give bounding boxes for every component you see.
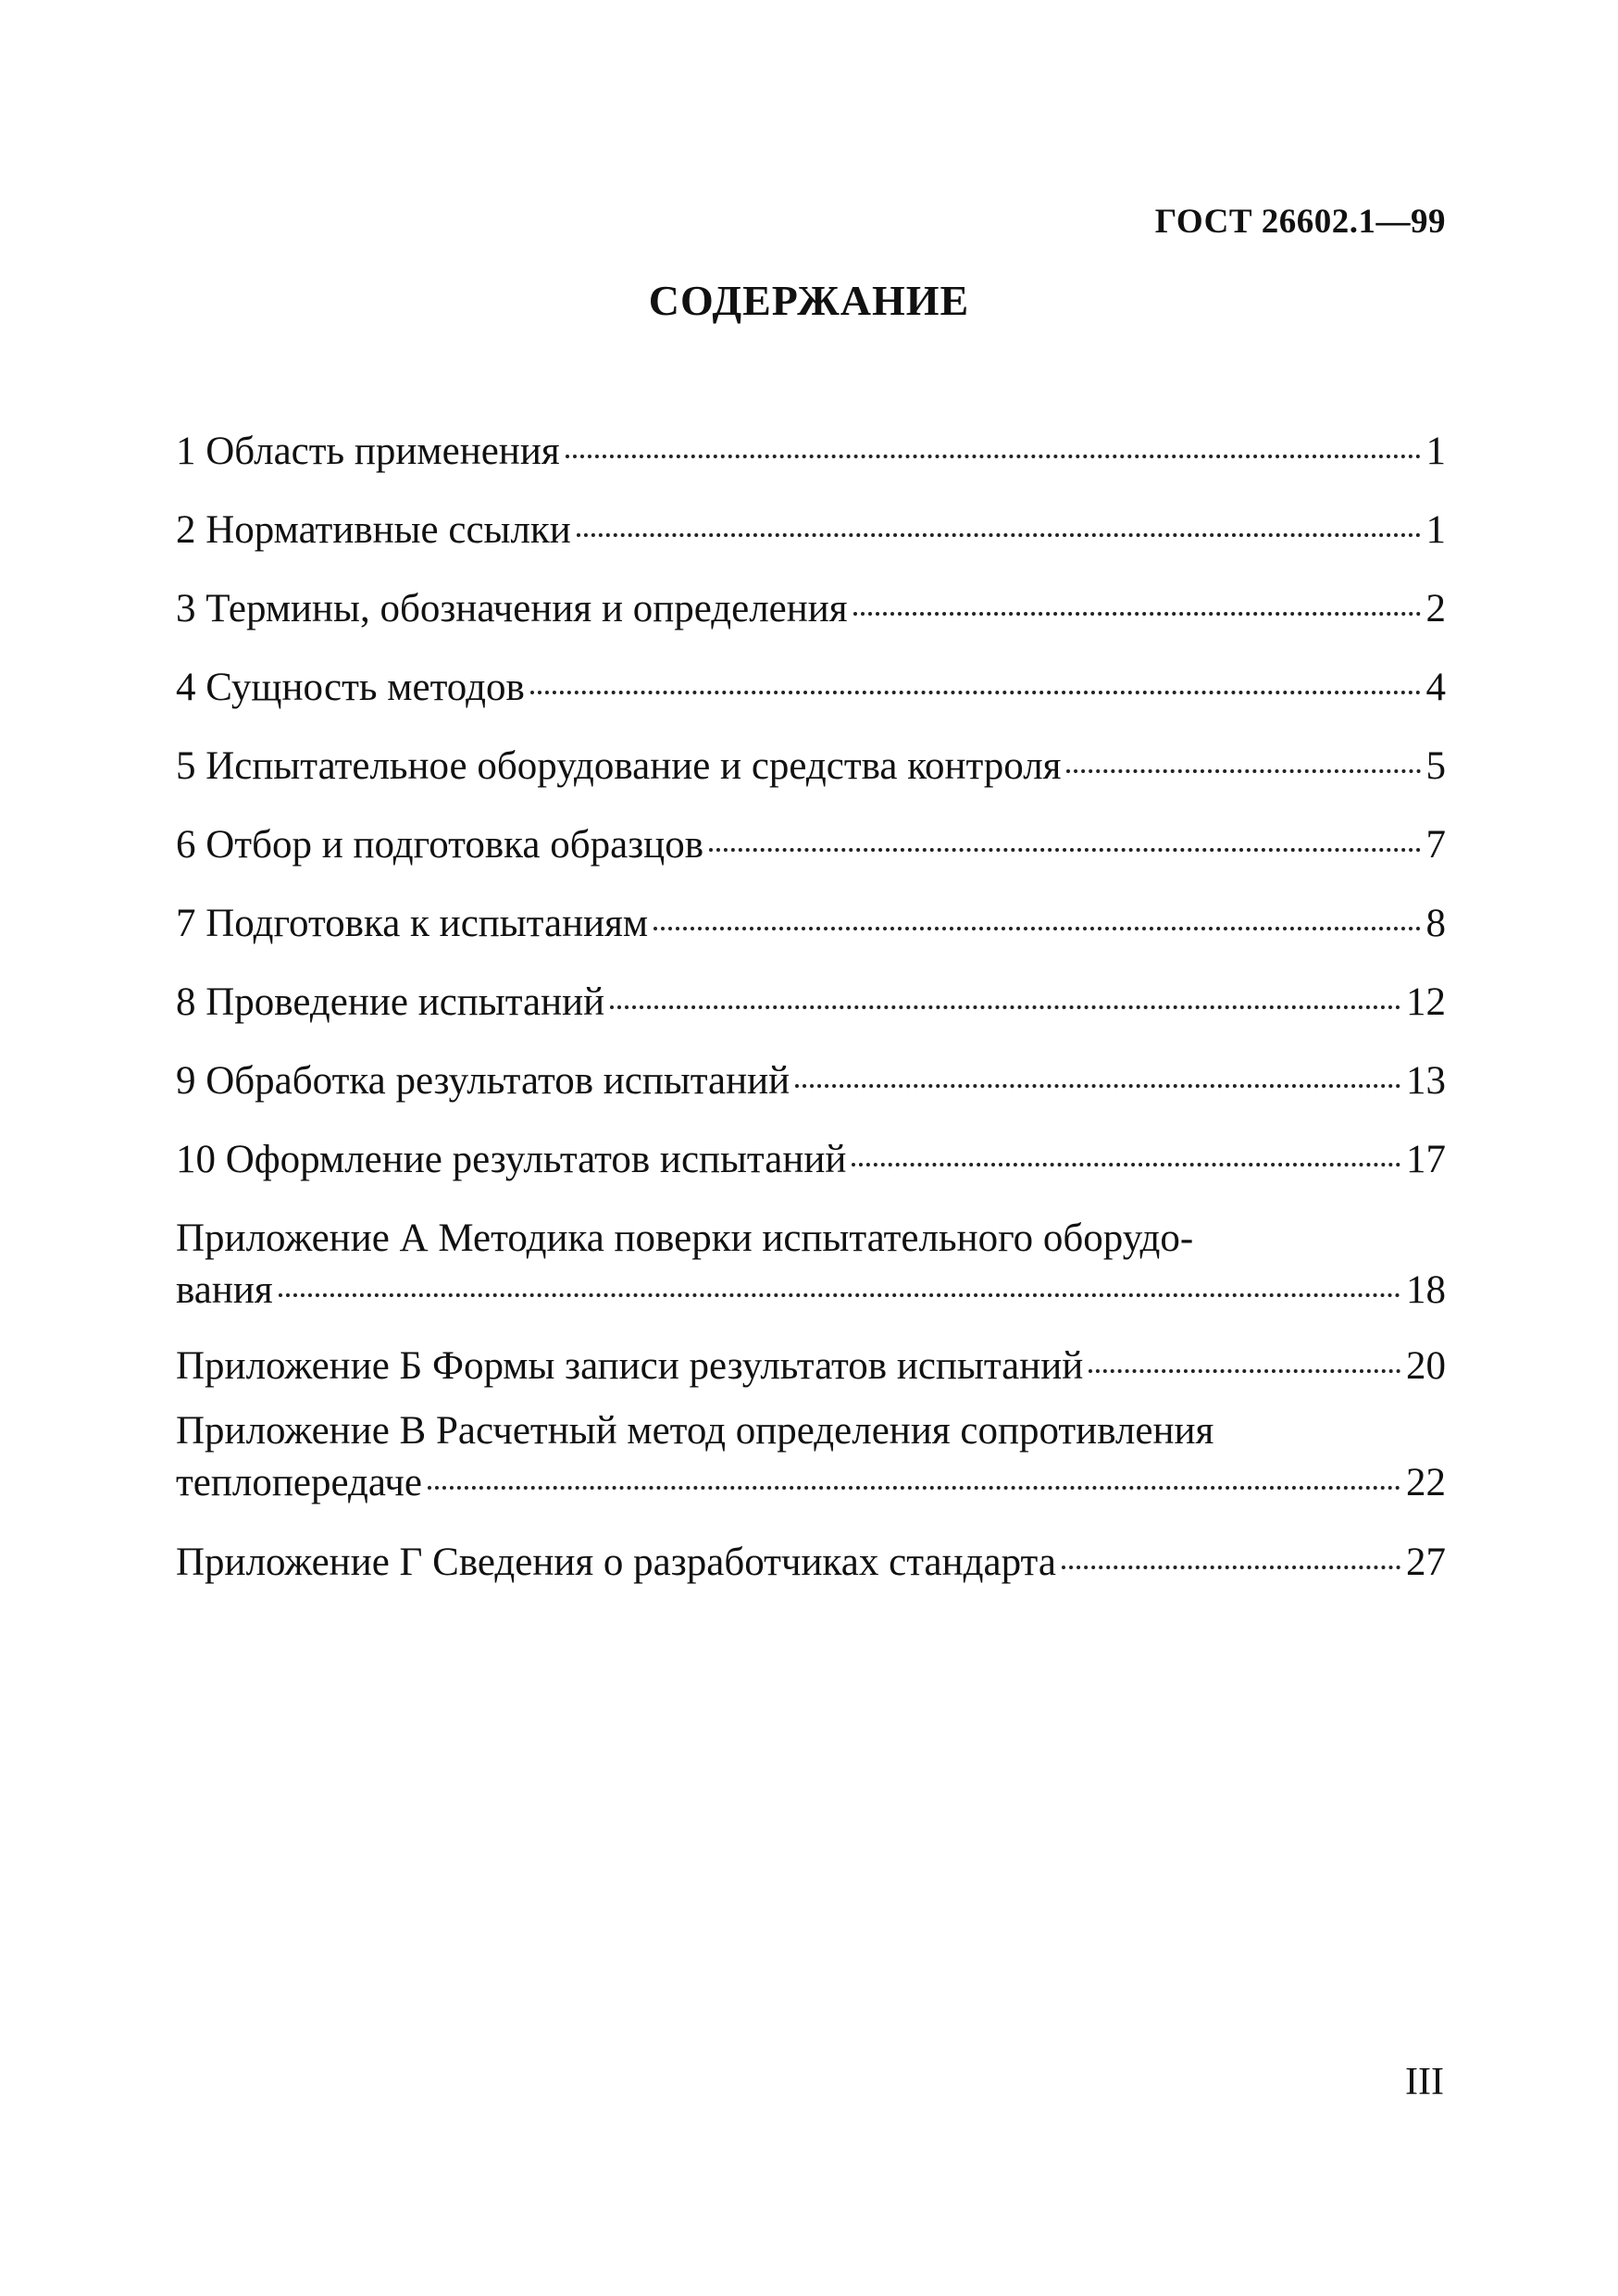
toc-entry-page: 1 xyxy=(1425,508,1446,552)
toc-entry-section-9[interactable] xyxy=(176,1055,1446,1107)
toc-entry-section-1[interactable] xyxy=(176,426,1446,478)
toc-entry-title: 1 Область применения xyxy=(176,430,560,473)
toc-entry-title: 9 Обработка результатов испытаний xyxy=(176,1059,790,1103)
dot-leader xyxy=(1089,1369,1400,1373)
toc-entry-page: 18 xyxy=(1406,1268,1446,1312)
toc-entry-page: 5 xyxy=(1425,744,1446,788)
toc-entry-title: 5 Испытательное оборудование и средства контроля xyxy=(176,744,1062,788)
dot-leader xyxy=(1062,1566,1400,1569)
toc-entry-page: 7 xyxy=(1425,823,1446,867)
toc-entry-title: вания xyxy=(176,1268,273,1312)
dot-leader xyxy=(279,1293,1400,1297)
dot-leader xyxy=(530,691,1421,694)
dot-leader xyxy=(653,927,1420,930)
dot-leader xyxy=(1066,769,1420,773)
page-title: СОДЕРЖАНИЕ xyxy=(648,277,970,324)
toc-entry-page: 13 xyxy=(1406,1059,1446,1103)
document-code: ГОСТ 26602.1—99 xyxy=(1154,203,1446,241)
dot-leader xyxy=(577,533,1421,537)
toc-entry-title: Приложение Г Сведения о разработчиках стандарта xyxy=(176,1541,1056,1584)
toc-entry-page: 22 xyxy=(1406,1461,1446,1504)
toc-entry-title: 6 Отбор и подготовка образцов xyxy=(176,823,704,867)
toc-entry-title-line: Приложение А Методика поверки испытательного оборудо- xyxy=(176,1217,1194,1260)
dot-leader xyxy=(795,1084,1400,1088)
dot-leader xyxy=(566,455,1421,458)
dot-leader xyxy=(853,612,1421,616)
page-number: III xyxy=(1405,2061,1444,2103)
dot-leader xyxy=(709,848,1420,852)
toc-entry-title: 2 Нормативные ссылки xyxy=(176,508,571,552)
dot-leader xyxy=(428,1486,1400,1490)
toc-entry-section-3[interactable] xyxy=(176,583,1446,635)
toc-entry-page: 12 xyxy=(1406,980,1446,1024)
toc-entry-title: 8 Проведение испытаний xyxy=(176,980,605,1024)
toc-entry-section-4[interactable] xyxy=(176,662,1446,714)
toc-entry-appendix-a[interactable] xyxy=(176,1213,1446,1316)
dot-leader xyxy=(852,1163,1400,1167)
toc-entry-section-7[interactable] xyxy=(176,898,1446,950)
toc-entry-title: 7 Подготовка к испытаниям xyxy=(176,902,649,945)
toc-entry-page: 17 xyxy=(1406,1138,1446,1181)
dot-leader xyxy=(610,1005,1400,1009)
toc-entry-title: 3 Термины, обозначения и определения xyxy=(176,587,848,630)
toc-entry-section-8[interactable] xyxy=(176,977,1446,1029)
toc-entry-page: 20 xyxy=(1406,1344,1446,1388)
toc-entry-page: 4 xyxy=(1425,666,1446,709)
toc-entry-page: 2 xyxy=(1425,587,1446,630)
toc-entry-title: 4 Сущность методов xyxy=(176,666,525,709)
toc-entry-section-5[interactable] xyxy=(176,741,1446,792)
toc-entry-appendix-b[interactable] xyxy=(176,1341,1446,1392)
toc-entry-section-2[interactable] xyxy=(176,505,1446,556)
toc-entry-title: теплопередаче xyxy=(176,1461,422,1504)
toc-entry-appendix-v[interactable] xyxy=(176,1405,1446,1509)
toc-entry-section-10[interactable] xyxy=(176,1134,1446,1186)
toc-entry-title-line: Приложение В Расчетный метод определения сопротивления xyxy=(176,1409,1214,1453)
toc-entry-section-6[interactable] xyxy=(176,819,1446,871)
toc-entry-page: 1 xyxy=(1425,430,1446,473)
toc-entry-appendix-g[interactable] xyxy=(176,1537,1446,1589)
toc-entry-page: 8 xyxy=(1425,902,1446,945)
toc-entry-page: 27 xyxy=(1406,1541,1446,1584)
toc-entry-title: Приложение Б Формы записи результатов испытаний xyxy=(176,1344,1084,1388)
toc-entry-title: 10 Оформление результатов испытаний xyxy=(176,1138,847,1181)
